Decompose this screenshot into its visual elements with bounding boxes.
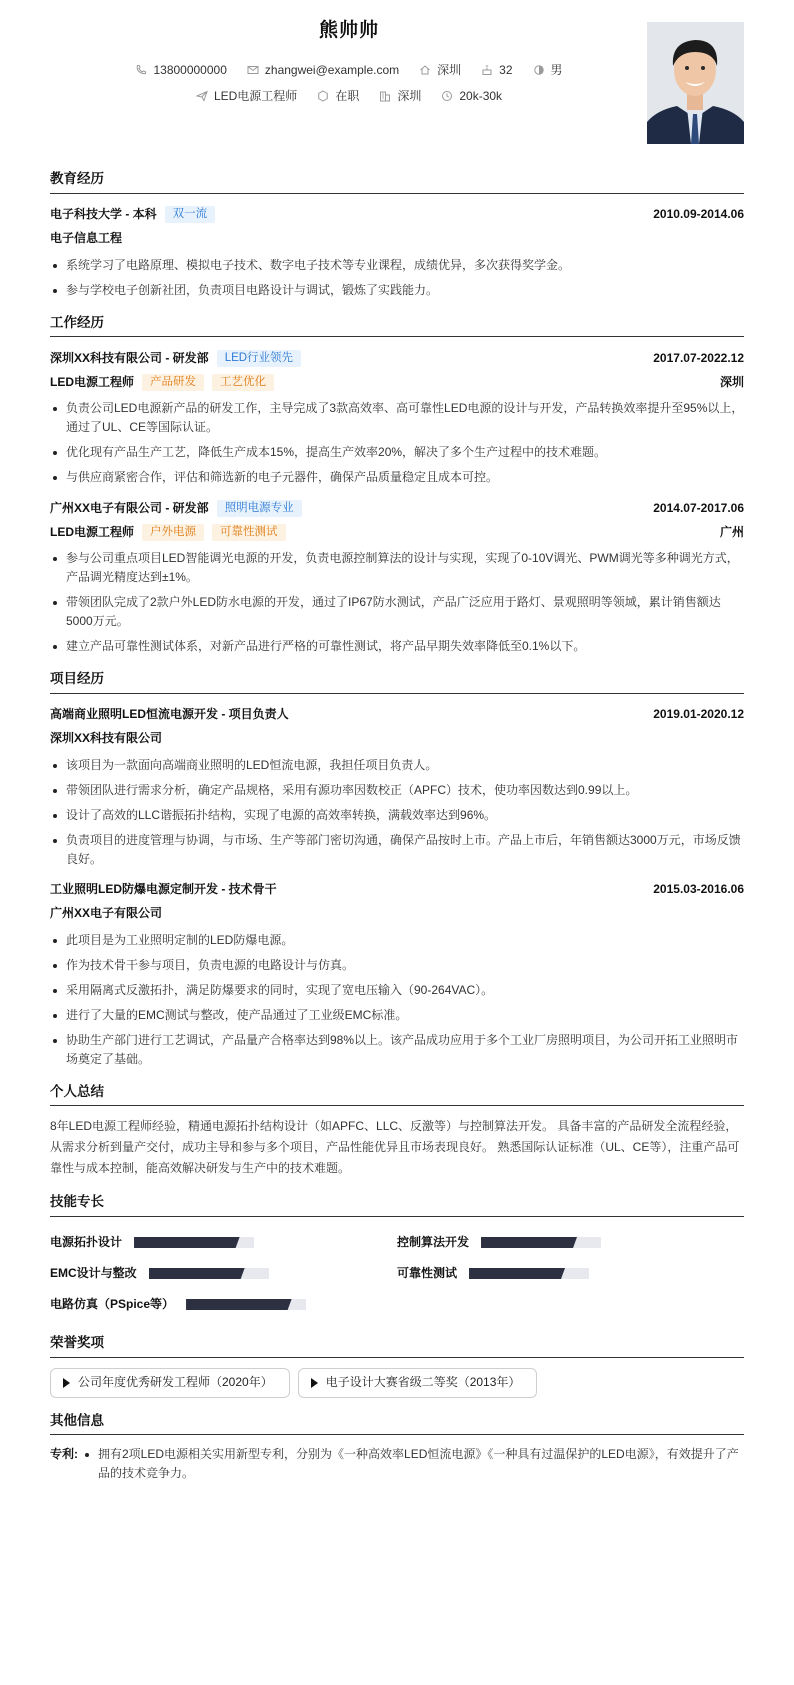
skills-grid <box>50 1227 744 1320</box>
award-text: 公司年度优秀研发工程师（2020年） <box>78 1374 273 1389</box>
age-text: 32 <box>499 62 513 77</box>
skill-tag: 户外电源 <box>142 524 204 541</box>
skill-name: 电路仿真（PSpice等） <box>50 1296 175 1311</box>
list-item: 建立产品可靠性测试体系，对新产品进行严格的可靠性测试，将产品早期失效率降低至0.1%以下。 <box>50 637 744 656</box>
send-icon <box>196 90 208 102</box>
expected-city-item <box>379 87 421 106</box>
work-entry <box>50 497 744 656</box>
work-head <box>50 347 744 369</box>
hexagon-icon <box>317 90 329 102</box>
list-item: 优化现有产品生产工艺，降低生产成本15%，提高生产效率20%，解决了多个生产过程中的技术难题。 <box>50 443 744 462</box>
job-title: LED电源工程师 <box>50 374 135 389</box>
email-text: zhangwei@example.com <box>264 62 400 77</box>
phone-icon <box>135 64 147 76</box>
skill-item <box>50 1289 397 1320</box>
position-text: LED电源工程师 <box>213 88 298 103</box>
email-item <box>247 61 399 80</box>
skill-bar-fill <box>469 1268 565 1279</box>
list-item: 此项目是为工业照明定制的LED防爆电源。 <box>50 931 744 950</box>
skills-section <box>50 1191 744 1320</box>
phone-item <box>135 61 226 80</box>
skill-tag: 可靠性测试 <box>212 524 286 541</box>
project-company: 深圳XX科技有限公司 <box>50 731 163 746</box>
list-item: 进行了大量的EMC测试与整改，使产品通过了工业级EMC标准。 <box>50 1006 744 1025</box>
list-item: 参与学校电子创新社团，负责项目电路设计与调试，锻炼了实践能力。 <box>50 281 744 300</box>
project-head <box>50 704 744 726</box>
project-company-row <box>50 901 744 927</box>
project-title: 项目经历 <box>50 668 744 694</box>
gender-icon <box>533 64 545 76</box>
skill-bar <box>481 1237 601 1248</box>
project-bullets <box>50 756 744 869</box>
skill-bar-fill <box>134 1237 240 1248</box>
school-name: 电子科技大学 - 本科 <box>50 207 157 221</box>
cake-icon <box>481 64 493 76</box>
resume-header <box>50 16 744 156</box>
award-item <box>50 1368 290 1398</box>
skill-bar-fill <box>186 1299 292 1310</box>
project-period: 2019.01-2020.12 <box>653 707 744 722</box>
summary-title: 个人总结 <box>50 1081 744 1107</box>
project-entry <box>50 704 744 869</box>
job-title: LED电源工程师 <box>50 524 135 539</box>
education-bullets <box>50 256 744 300</box>
triangle-icon <box>63 1378 70 1388</box>
award-item <box>298 1368 538 1398</box>
company-tag: 照明电源专业 <box>217 500 302 517</box>
work-location: 广州 <box>719 524 744 539</box>
salary-text: 20k-30k <box>459 88 503 103</box>
summary-section <box>50 1081 744 1180</box>
company-name: 广州XX电子有限公司 - 研发部 <box>50 500 209 515</box>
project-name: 高端商业照明LED恒流电源开发 - 项目负责人 <box>50 707 289 722</box>
work-title: 工作经历 <box>50 312 744 338</box>
contact-row <box>50 57 648 83</box>
building-icon <box>379 90 391 102</box>
salary-item <box>441 87 502 106</box>
skill-item <box>397 1258 744 1289</box>
skill-bar-fill <box>149 1268 245 1279</box>
city-item <box>419 61 461 80</box>
skill-item <box>50 1227 397 1258</box>
list-item: 协助生产部门进行工艺调试，产品量产合格率达到98%以上。该产品成功应用于多个工业厂房照明项目，为公司开拓工业照明市场奠定了基础。 <box>50 1031 744 1069</box>
city-text: 深圳 <box>437 62 462 77</box>
age-item <box>481 61 512 80</box>
patent-label: 专利: <box>50 1447 78 1462</box>
work-bullets <box>50 549 744 656</box>
gender-text: 男 <box>550 62 563 77</box>
work-head <box>50 497 744 519</box>
award-text: 电子设计大赛省级二等奖（2013年） <box>325 1374 521 1389</box>
awards-title: 荣誉奖项 <box>50 1332 744 1358</box>
work-period: 2017.07-2022.12 <box>653 350 744 365</box>
project-section <box>50 668 744 1069</box>
work-section <box>50 312 744 657</box>
project-bullets <box>50 931 744 1069</box>
status-text: 在职 <box>335 88 360 103</box>
list-item: 设计了高效的LLC谐振拓扑结构，实现了电源的高效率转换，满载效率达到96%。 <box>50 806 744 825</box>
skill-bar-fill <box>481 1237 577 1248</box>
education-major-row <box>50 226 744 252</box>
other-title: 其他信息 <box>50 1410 744 1436</box>
expected-city-text: 深圳 <box>397 88 422 103</box>
position-item <box>196 87 297 106</box>
profile-photo <box>647 22 744 144</box>
list-item: 负责公司LED电源新产品的研发工作，主导完成了3款高效率、高可靠性LED电源的设计与开发，产品转换效率提升至95%以上，通过了UL、CE等国际认证。 <box>50 399 744 437</box>
project-company: 广州XX电子有限公司 <box>50 906 163 921</box>
skill-bar <box>186 1299 306 1310</box>
project-name: 工业照明LED防爆电源定制开发 - 技术骨干 <box>50 882 277 897</box>
awards-list <box>50 1368 744 1398</box>
summary-text: 8年LED电源工程师经验，精通电源拓扑结构设计（如APFC、LLC、反激等）与控制算法开发。 具备丰富的产品研发全流程经验，从需求分析到量产交付，成功主导和参与多个项目，产品性能优异且市场表现良好。 熟悉国际认证标准（UL、CE等），注重产品可靠性与成本控制，能高效解决研发与生产中的技术难题。 <box>50 1119 740 1176</box>
skill-bar <box>149 1268 269 1279</box>
other-section <box>50 1410 744 1490</box>
project-entry <box>50 879 744 1069</box>
skill-name: 电源拓扑设计 <box>50 1234 123 1249</box>
list-item: 拥有2项LED电源相关实用新型专利，分别为《一种高效率LED恒流电源》《一种具有过温保护的LED电源》，有效提升了产品的技术竞争力。 <box>82 1445 744 1483</box>
major-name: 电子信息工程 <box>50 231 123 245</box>
status-item <box>317 87 359 106</box>
skill-name: 可靠性测试 <box>397 1265 458 1280</box>
list-item: 负责项目的进度管理与协调，与市场、生产等部门密切沟通，确保产品按时上市。产品上市后，年销售额达3000万元，市场反馈良好。 <box>50 831 744 869</box>
work-bullets <box>50 399 744 487</box>
skill-name: 控制算法开发 <box>397 1234 470 1249</box>
home-icon <box>419 64 431 76</box>
coin-icon <box>441 90 453 102</box>
company-tag: LED行业领先 <box>217 350 301 367</box>
skill-name: EMC设计与整改 <box>50 1265 137 1280</box>
list-item: 采用隔离式反激拓扑，满足防爆要求的同时，实现了宽电压输入（90-264VAC）。 <box>50 981 744 1000</box>
education-title: 教育经历 <box>50 168 744 194</box>
list-item: 该项目为一款面向高端商业照明的LED恒流电源，我担任项目负责人。 <box>50 756 744 775</box>
skill-item <box>397 1227 744 1258</box>
gender-item <box>533 61 563 80</box>
project-head <box>50 879 744 901</box>
school-tag: 双一流 <box>165 206 216 223</box>
work-period: 2014.07-2017.06 <box>653 500 744 515</box>
patent-row <box>50 1445 744 1489</box>
list-item: 参与公司重点项目LED智能调光电源的开发，负责电源控制算法的设计与实现，实现了0-10V调光、PWM调光等多种调光方式，产品调光精度达到±1%。 <box>50 549 744 587</box>
education-section <box>50 168 744 300</box>
work-entry <box>50 347 744 487</box>
skill-tag: 工艺优化 <box>212 374 274 391</box>
skill-bar <box>134 1237 254 1248</box>
skill-tag: 产品研发 <box>142 374 204 391</box>
work-role-row <box>50 369 744 395</box>
list-item: 系统学习了电路原理、模拟电子技术、数字电子技术等专业课程，成绩优异，多次获得奖学金。 <box>50 256 744 275</box>
phone-text: 13800000000 <box>153 62 227 77</box>
mail-icon <box>247 64 259 76</box>
education-head <box>50 204 744 226</box>
skills-title: 技能专长 <box>50 1191 744 1217</box>
skill-bar <box>469 1268 589 1279</box>
work-role-row <box>50 519 744 545</box>
awards-section <box>50 1332 744 1398</box>
education-period: 2010.09-2014.06 <box>653 207 744 221</box>
job-intent-row <box>50 83 648 109</box>
list-item: 带领团队完成了2款户外LED防水电源的开发，通过了IP67防水测试，产品广泛应用于路灯、景观照明等领域，累计销售额达5000万元。 <box>50 593 744 631</box>
work-location: 深圳 <box>719 374 744 389</box>
project-period: 2015.03-2016.06 <box>653 882 744 897</box>
candidate-name: 熊帅帅 <box>318 20 379 41</box>
company-name: 深圳XX科技有限公司 - 研发部 <box>50 350 209 365</box>
skill-item <box>50 1258 397 1289</box>
education-entry <box>50 204 744 300</box>
list-item: 与供应商紧密合作，评估和筛选新的电子元器件，确保产品质量稳定且成本可控。 <box>50 468 744 487</box>
project-company-row <box>50 726 744 752</box>
triangle-icon <box>311 1378 318 1388</box>
patent-bullets <box>82 1445 744 1489</box>
list-item: 作为技术骨干参与项目，负责电源的电路设计与仿真。 <box>50 956 744 975</box>
list-item: 带领团队进行需求分析，确定产品规格，采用有源功率因数校正（APFC）技术，使功率因数达到0.99以上。 <box>50 781 744 800</box>
